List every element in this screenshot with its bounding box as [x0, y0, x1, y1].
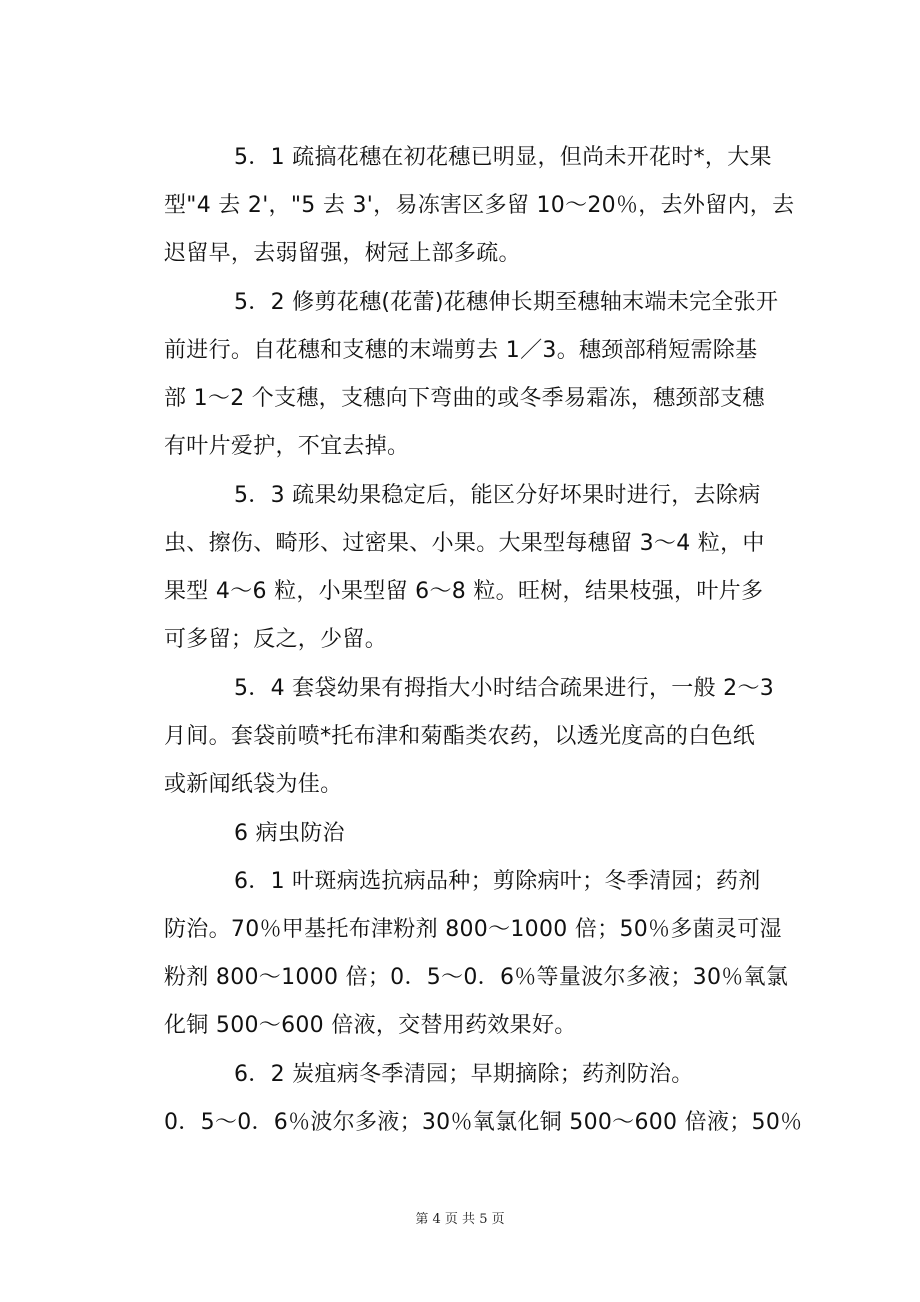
- paragraph-5-4-line-2: 月间。套袋前喷*托布津和菊酯类农药，以透光度高的白色纸: [164, 724, 756, 749]
- paragraph-5-2-line-4: 有叶片爱护，不宜去掉。: [164, 434, 410, 459]
- paragraph-5-4-line-3: 或新闻纸袋为佳。: [164, 772, 343, 797]
- paragraph-6-1-line-3: 粉剂 800～1000 倍；0．5～0．6％等量波尔多液；30％氧氯: [164, 965, 789, 990]
- paragraph-5-4-line-1: 5．4 套袋幼果有拇指大小时结合疏果进行，一般 2～3: [234, 676, 775, 701]
- paragraph-6-1-line-4: 化铜 500～600 倍液，交替用药效果好。: [164, 1013, 577, 1038]
- paragraph-5-3-line-1: 5．3 疏果幼果稳定后，能区分好坏果时进行，去除病: [234, 483, 761, 508]
- paragraph-5-2-line-1: 5．2 修剪花穗(花蕾)花穗伸长期至穗轴末端未完全张开: [234, 290, 779, 315]
- paragraph-5-2-line-2: 前进行。自花穗和支穗的末端剪去 1／3。穗颈部稍短需除基: [164, 338, 758, 363]
- paragraph-6-1-line-2: 防治。70％甲基托布津粉剂 800～1000 倍；50％多菌灵可湿: [164, 917, 782, 942]
- paragraph-6-2-line-2: 0．5～0．6％波尔多液；30％氧氯化铜 500～600 倍液；50％: [164, 1110, 803, 1135]
- paragraph-6-1-line-1: 6．1 叶斑病选抗病品种；剪除病叶；冬季清园；药剂: [234, 869, 761, 894]
- section-6-heading: 6 病虫防治: [234, 821, 345, 846]
- paragraph-5-3-line-2: 虫、擦伤、畸形、过密果、小果。大果型每穗留 3～4 粒，中: [164, 531, 765, 556]
- paragraph-5-3-line-4: 可多留；反之，少留。: [164, 627, 388, 652]
- paragraph-5-1-line-1: 5．1 疏搞花穗在初花穗已明显，但尚未开花时*，大果: [234, 145, 772, 170]
- paragraph-6-2-line-1: 6．2 炭疽病冬季清园；早期摘除；药剂防治。: [234, 1062, 694, 1087]
- page-number-footer: 第 4 页 共 5 页: [415, 1212, 505, 1227]
- paragraph-5-2-line-3: 部 1～2 个支穗，支穗向下弯曲的或冬季易霜冻，穗颈部支穗: [164, 386, 765, 411]
- paragraph-5-3-line-3: 果型 4～6 粒，小果型留 6～8 粒。旺树，结果枝强，叶片多: [164, 579, 764, 604]
- paragraph-5-1-line-2: 型"4 去 2'，"5 去 3'，易冻害区多留 10～20％，去外留内，去: [164, 193, 795, 218]
- paragraph-5-1-line-3: 迟留早，去弱留强，树冠上部多疏。: [164, 241, 521, 266]
